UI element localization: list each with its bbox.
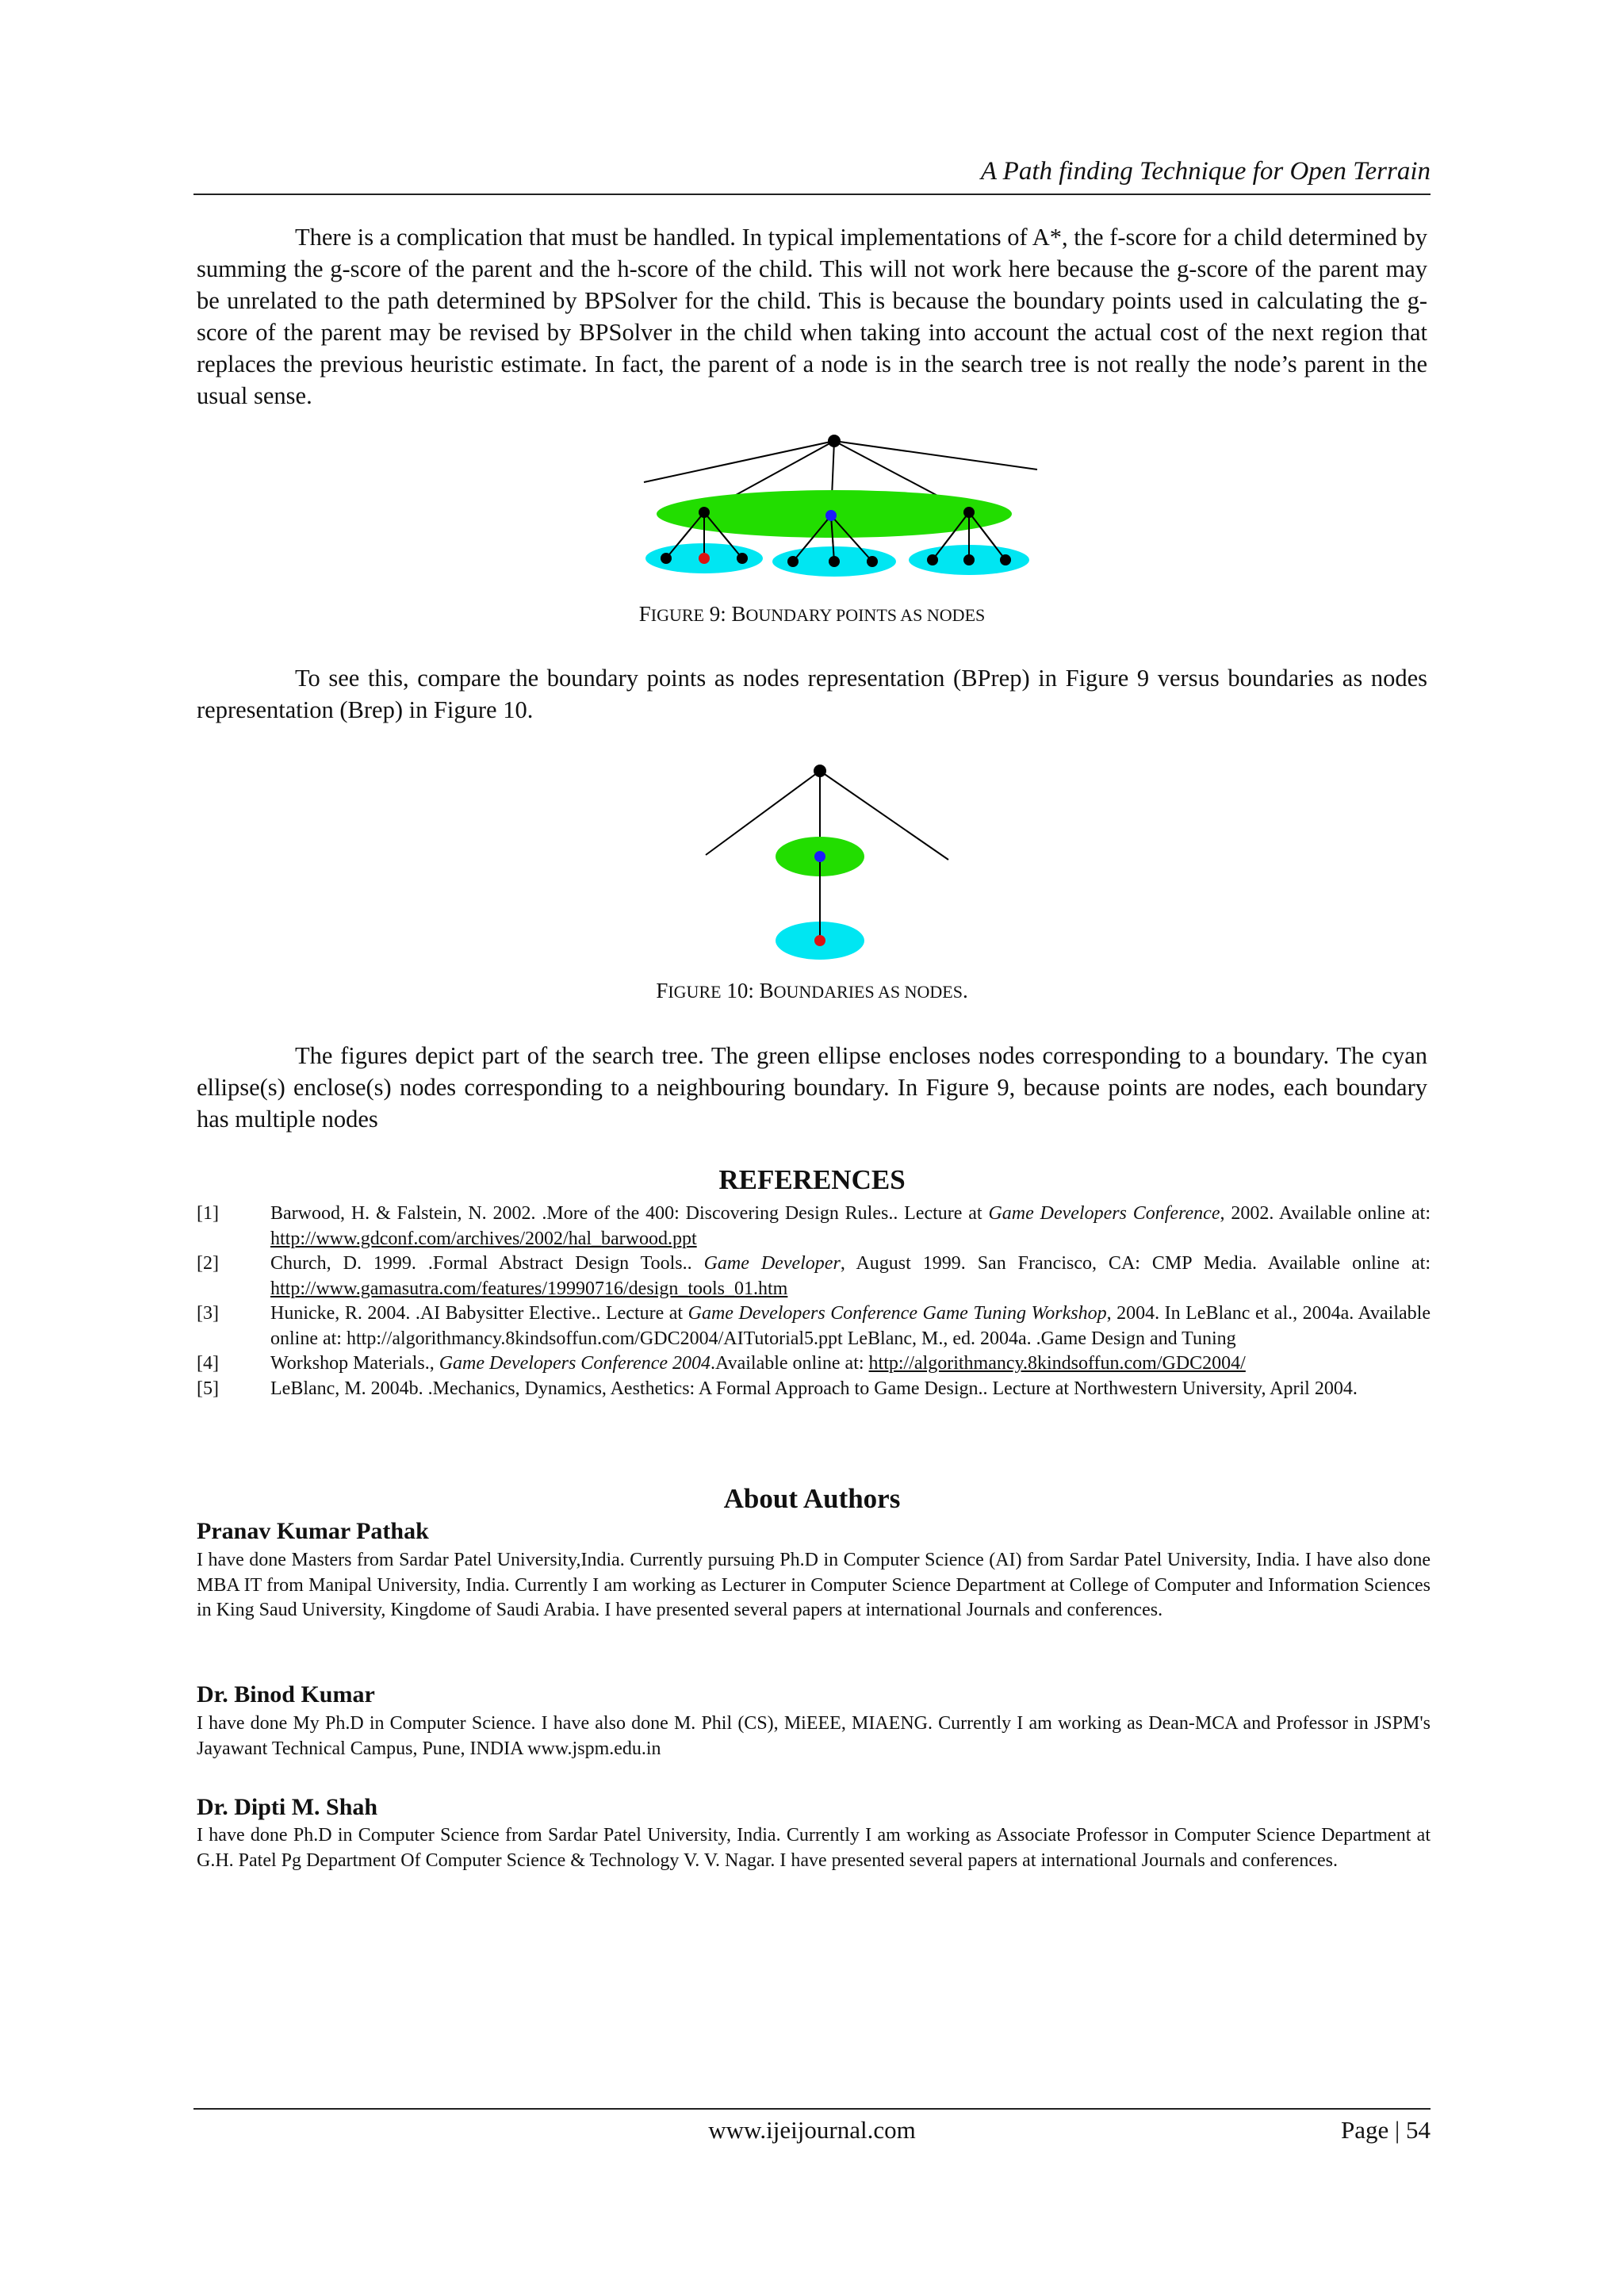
reference-1: [1] Barwood, H. & Falstein, N. 2002. .More of the 400: Discovering Design Rules.. Lecture at Game Developers Conference, 2002. Available online at: http://www.gdconf.com/archives/2002/hal_barwood.ppt: [197, 1203, 1431, 1249]
reference-5: [5] LeBlanc, M. 2004b. .Mechanics, Dynamics, Aesthetics: A Formal Approach to Game Design.. Lecture at Northwestern University, April 2004.: [197, 1378, 1358, 1399]
node: [699, 507, 710, 518]
figure-10-caption: FIGURE 10: BOUNDARIES AS NODES.: [656, 979, 968, 1002]
node: [1000, 554, 1011, 565]
reference-4: [4] Workshop Materials., Game Developers Conference 2004.Available online at: http://algorithmancy.8kindsoffun.com/GDC2004/: [197, 1353, 1246, 1374]
figure-9-diagram: [626, 425, 1055, 584]
node: [814, 851, 825, 862]
node: [825, 510, 837, 521]
author-name-1: Pranav Kumar Pathak: [197, 1518, 429, 1544]
body-paragraph-1: There is a complication that must be handled. In typical implementations of A*, the f-score for a child determined by summing the g-score of the parent and the h-score of the child. This will not work here because the g-score of the parent may be unrelated to the path determined by BPSolver for the child. This is because the boundary points used in calculating the g-score of the parent may be revised by BPSolver in the child when taking into account the actual cost of the next region that replaces the previous heuristic estimate. In fact, the parent of a node is in the search tree is not really the node’s parent in the usual sense.: [197, 224, 1427, 409]
author-bio-2: I have done My Ph.D in Computer Science. I have also done M. Phil (CS), MiEEE, MIAENG. Currently I am working as Dean-MCA and Professor in JSPM's Jayawant Technical Campus, Pune, INDIA www.jspm.edu.in: [197, 1713, 1431, 1759]
node: [814, 935, 825, 946]
footer-website: www.ijeijournal.com: [708, 2116, 916, 2144]
about-authors-title: About Authors: [723, 1483, 901, 1514]
root-node: [814, 765, 826, 777]
reference-link[interactable]: http://algorithmancy.8kindsoffun.com/GDC2004/: [868, 1353, 1246, 1374]
reference-list: [197, 1202, 1431, 1401]
node: [927, 554, 938, 565]
author-name-2: Dr. Binod Kumar: [197, 1681, 375, 1708]
figure-10-diagram: [698, 761, 959, 972]
reference-2: [2] Church, D. 1999. .Formal Abstract Design Tools.. Game Developer, August 1999. San Francisco, CA: CMP Media. Available online at: http://www.gamasutra.com/features/19990716/design_tools_01.htm: [197, 1253, 1431, 1299]
node: [737, 553, 748, 564]
author-bio-3: I have done Ph.D in Computer Science from Sardar Patel University, India. Currently I am working as Associate Professor in Computer Science Department at G.H. Patel Pg Department Of Computer Science & Technology V. V. Nagar. I have presented several papers at international Journals and conferences.: [197, 1825, 1431, 1871]
reference-3: [3] Hunicke, R. 2004. .AI Babysitter Elective.. Lecture at Game Developers Conference Game Tuning Workshop, 2004. In LeBlanc et al., 2004a. Available online at: http://algorithmancy.8kindsoffun.com/GDC2004/AITutorial5.ppt LeBlanc, M., ed. 2004a. .Game Design and Tuning: [197, 1303, 1431, 1349]
node: [699, 553, 710, 564]
references-title: REFERENCES: [718, 1164, 906, 1195]
root-node: [828, 435, 841, 447]
reference-link[interactable]: http://www.gamasutra.com/features/19990716/design_tools_01.htm: [270, 1278, 788, 1299]
footer-page-number: Page | 54: [1341, 2116, 1431, 2144]
node: [963, 554, 975, 565]
reference-link[interactable]: http://www.gdconf.com/archives/2002/hal_barwood.ppt: [270, 1228, 697, 1249]
body-paragraph-2: To see this, compare the boundary points as nodes representation (BPrep) in Figure 9 versus boundaries as nodes representation (Brep) in Figure 10.: [197, 665, 1427, 723]
footer-rule: [193, 2108, 1431, 2110]
node: [787, 556, 799, 567]
node: [867, 556, 878, 567]
body-paragraph-3: The figures depict part of the search tree. The green ellipse encloses nodes corresponding to a boundary. The cyan ellipse(s) enclose(s) nodes corresponding to a neighbouring boundary. In Figure 9, because points are nodes, each boundary has multiple nodes: [197, 1042, 1427, 1133]
running-header: A Path finding Technique for Open Terrain: [980, 157, 1431, 186]
author-name-3: Dr. Dipti M. Shah: [197, 1794, 378, 1820]
node: [829, 556, 840, 567]
node: [963, 507, 975, 518]
author-bio-1: I have done Masters from Sardar Patel University,India. Currently pursuing Ph.D in Computer Science (AI) from Sardar Patel University, India. I have also done MBA IT from Manipal University, India. Currently I am working as Lecturer in Computer Science Department at College of Computer and Information Sciences in King Saud University, Kingdome of Saudi Arabia. I have presented several papers at international Journals and conferences.: [197, 1550, 1431, 1620]
figure-9-caption: FIGURE 9: BOUNDARY POINTS AS NODES: [638, 602, 986, 626]
header-rule: [193, 194, 1431, 195]
node: [661, 553, 672, 564]
